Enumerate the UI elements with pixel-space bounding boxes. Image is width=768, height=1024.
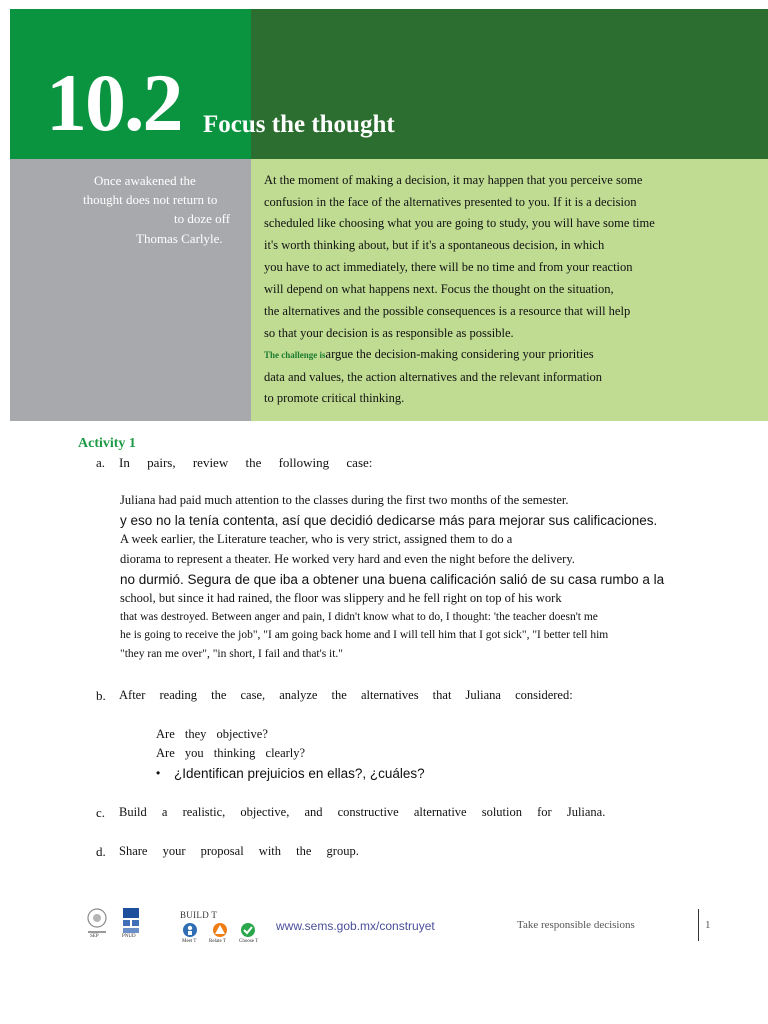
item-a-words: In pairs, review the following case:	[119, 455, 373, 470]
activity-title: Activity 1	[78, 436, 136, 451]
item-a-text	[119, 455, 373, 470]
item-c-letter: c.	[96, 805, 106, 820]
challenge-label: The challenge is	[264, 350, 326, 360]
intro-line-1: At the moment of making a decision, it may happen that you perceive some	[264, 173, 643, 187]
item-d-text: Share your proposal with the group.	[119, 844, 359, 858]
case-line-8: he is going to receive the job", "I am going back home and I will tell him that I got sick", "I better tell him	[120, 629, 609, 641]
footer-divider	[698, 909, 699, 941]
sep-logo-label: SEP	[90, 934, 99, 939]
sep-logo	[84, 906, 110, 940]
page-number: 1	[705, 919, 711, 931]
pnud-logo	[120, 906, 142, 940]
footer-url-link[interactable]: www.sems.gob.mx/construyet	[276, 919, 435, 933]
intro-line-2: confusion in the face of the alternatives presented to you. If it is a decision	[264, 195, 637, 209]
intro-line-8: so that your decision is as responsible as possible.	[264, 326, 514, 340]
quote-author: Thomas Carlyle.	[136, 231, 223, 246]
case-line-2: y eso no la tenía contenta, así que decidió dedicarse más para mejorar sus calificaciones.	[120, 513, 658, 528]
quote-line-2: thought does not return to	[83, 192, 218, 207]
intro-line-7: the alternatives and the possible consequences is a resource that will help	[264, 304, 631, 318]
case-line-6: school, but since it had rained, the floor was slippery and he fell right on top of his work	[120, 591, 562, 605]
case-line-5: no durmió. Segura de que iba a obtener una buena calificación salió de su casa rumbo a la	[120, 572, 665, 587]
section-number: 10.2	[46, 57, 182, 148]
case-line-9: "they ran me over", "in short, I fail and that's it."	[120, 648, 344, 660]
case-line-4: diorama to represent a theater. He worked very hard and even the night before the delivery.	[120, 552, 575, 566]
choose-t-icon	[240, 922, 256, 938]
item-d-letter: d.	[96, 844, 106, 859]
question-bullet: •	[156, 766, 161, 780]
intro-line-4: it's worth thinking about, but if it's a spontaneous decision, in which	[264, 238, 605, 252]
intro-challenge-line-2: data and values, the action alternatives and the relevant information	[264, 370, 603, 384]
intro-challenge-line-3: to promote critical thinking.	[264, 391, 405, 405]
question-3: ¿Identifican prejuicios en ellas?, ¿cuáles?	[174, 766, 425, 781]
case-line-3: A week earlier, the Literature teacher, who is very strict, assigned them to do a	[120, 532, 513, 546]
challenge-text: argue the decision-making considering your priorities	[325, 347, 594, 361]
footer-caption: Take responsible decisions	[517, 919, 635, 931]
meet-t-icon	[182, 922, 198, 938]
question-2: Are you thinking clearly?	[156, 746, 306, 760]
choose-t-label: Choose T	[239, 939, 259, 944]
case-line-1: Juliana had paid much attention to the classes during the first two months of the semester.	[120, 493, 569, 507]
pnud-logo-label: PNUD	[122, 934, 136, 939]
meet-t-label: Meet T	[182, 939, 197, 944]
item-c-text: Build a realistic, objective, and constructive alternative solution for Juliana.	[119, 805, 606, 819]
quote-line-3: to doze off	[174, 211, 231, 226]
intro-line-3: scheduled like choosing what you are going to study, you will have some time	[264, 216, 655, 230]
relate-t-label: Relate T	[209, 939, 226, 944]
case-line-7: that was destroyed. Between anger and pain, I didn't know what to do, I thought: 'the teacher doesn't me	[120, 611, 598, 623]
intro-challenge-line	[264, 348, 594, 361]
item-b-text: After reading the case, analyze the alternatives that Juliana considered:	[119, 688, 573, 702]
item-a-letter: a.	[96, 455, 106, 470]
intro-line-6: will depend on what happens next. Focus the thought on the situation,	[264, 282, 614, 296]
quote-line-1: Once awakened the	[94, 173, 196, 188]
build-t-label: BUILD T	[180, 910, 218, 920]
relate-t-icon	[212, 922, 228, 938]
intro-line-5: you have to act immediately, there will be no time and from your reaction	[264, 260, 633, 274]
section-title: Focus the thought	[203, 111, 395, 138]
item-b-letter: b.	[96, 688, 106, 703]
question-1: Are they objective?	[156, 727, 268, 741]
